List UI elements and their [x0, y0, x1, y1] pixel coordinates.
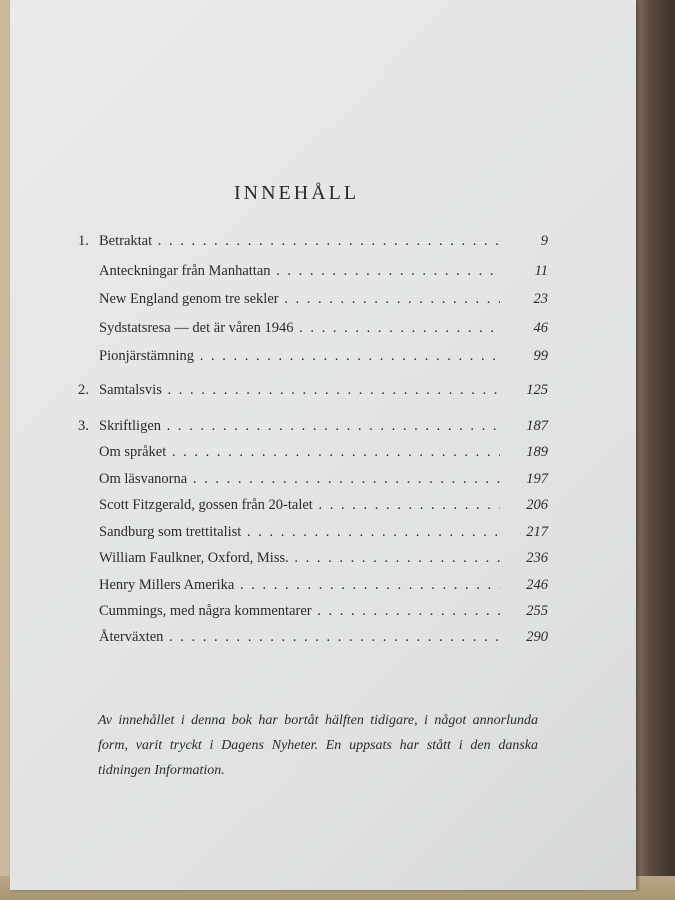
- toc-row: [68, 345, 548, 367]
- toc-page-number: 255: [526, 603, 548, 619]
- toc-page-number: 11: [534, 263, 548, 279]
- toc-page-number: 197: [526, 471, 548, 487]
- toc-entry-label: Skriftligen . .: [99, 415, 500, 437]
- book-page: [10, 0, 636, 890]
- publication-note: Av innehållet i denna bok har bortåt hälften tidigare, i något annorlunda form, varit tryckt i Dagens Nyheter. En uppsats har stått i den danska tidningen Information.: [98, 713, 538, 778]
- toc-entry-label: Anteckningar från Manhattan . .: [99, 260, 500, 282]
- toc-row: [68, 626, 548, 648]
- toc-row: [68, 415, 548, 437]
- toc-entry-label: Pionjärstämning . .: [99, 345, 500, 367]
- toc-page-number: 206: [526, 497, 548, 513]
- toc-page-number: 290: [526, 629, 548, 645]
- section-number: 3.: [78, 418, 89, 434]
- toc-entry-label: Henry Millers Amerika . .: [99, 574, 500, 596]
- toc-row: [68, 441, 548, 463]
- toc-row: [68, 494, 548, 516]
- toc-entry-label: Om läsvanorna . .: [99, 468, 500, 490]
- toc-row: [68, 600, 548, 622]
- toc-page-number: 189: [526, 444, 548, 460]
- toc-entry-label: Betraktat . .: [99, 230, 500, 252]
- toc-page-number: 217: [526, 524, 548, 540]
- toc-entry-label: Cummings, med några kommentarer . .: [99, 600, 500, 622]
- toc-entry-label: Scott Fitzgerald, gossen från 20-talet . .: [99, 494, 500, 516]
- toc-row: [68, 468, 548, 490]
- toc-page-number: 246: [526, 577, 548, 593]
- toc-row: [68, 521, 548, 543]
- toc-row: [68, 230, 548, 252]
- toc-entry-label: Om språket . .: [99, 441, 500, 463]
- toc-entry-label: Sydstatsresa — det är våren 1946 . .: [99, 317, 500, 339]
- toc-row: [68, 574, 548, 596]
- toc-row: [68, 317, 548, 339]
- toc-row: [68, 260, 548, 282]
- toc-entry-label: Återväxten . .: [99, 626, 500, 648]
- section-number: 1.: [78, 233, 89, 249]
- toc-entry-label: Samtalsvis . .: [99, 379, 500, 401]
- toc-page-number: 99: [533, 348, 548, 364]
- toc-page-number: 46: [533, 320, 548, 336]
- toc-page-number: 23: [533, 291, 548, 307]
- toc-row: [68, 288, 548, 310]
- page-title: INNEHÅLL: [234, 182, 360, 204]
- toc-entry-label: Sandburg som trettitalist . .: [99, 521, 500, 543]
- book-edge: [633, 0, 675, 900]
- toc-page-number: 236: [526, 550, 548, 566]
- toc-row: [68, 379, 548, 401]
- toc-entry-label: William Faulkner, Oxford, Miss. . .: [99, 547, 500, 569]
- toc-page-number: 187: [526, 418, 548, 434]
- toc-row: [68, 547, 548, 569]
- toc-entry-label: New England genom tre sekler . .: [99, 288, 500, 310]
- toc-page-number: 125: [526, 382, 548, 398]
- toc-page-number: 9: [540, 233, 548, 249]
- section-number: 2.: [78, 382, 89, 398]
